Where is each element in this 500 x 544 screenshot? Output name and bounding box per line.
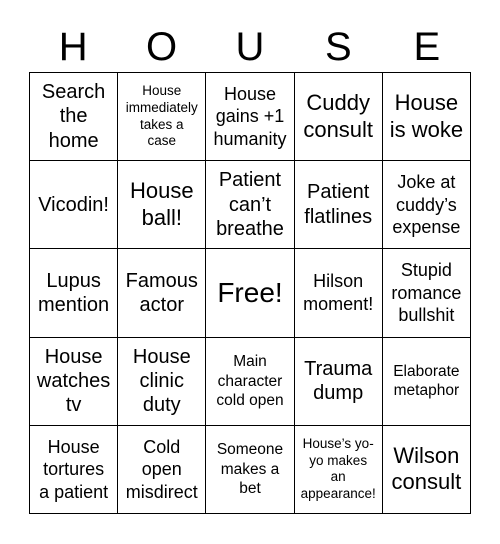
bingo-cell[interactable] xyxy=(295,338,383,426)
header-letter-o: O xyxy=(146,25,178,69)
bingo-cell[interactable] xyxy=(30,161,118,249)
bingo-cell-label: Vicodin! xyxy=(38,193,109,216)
bingo-cell-label: House gains +1 humanity xyxy=(213,83,287,149)
bingo-cell[interactable] xyxy=(295,161,383,249)
bingo-header xyxy=(29,22,471,72)
bingo-cell-label: Famous actor xyxy=(125,269,198,316)
bingo-cell[interactable] xyxy=(383,161,471,249)
bingo-cell[interactable] xyxy=(206,73,294,161)
bingo-cell-label: House ball! xyxy=(129,177,194,230)
bingo-cell[interactable] xyxy=(30,426,118,514)
bingo-cell-label: House clinic duty xyxy=(132,345,191,417)
bingo-cell-label: Cold open misdirect xyxy=(125,436,198,502)
bingo-cell-free[interactable] xyxy=(206,249,294,337)
bingo-cell[interactable] xyxy=(30,73,118,161)
bingo-cell[interactable] xyxy=(383,249,471,337)
bingo-cell[interactable] xyxy=(118,249,206,337)
bingo-cell[interactable] xyxy=(30,249,118,337)
bingo-cell-label: House immediately takes a case xyxy=(125,82,198,149)
header-letter-s: S xyxy=(325,25,352,69)
bingo-cell-label: Search the home xyxy=(41,81,106,152)
bingo-cell-label: Someone makes a bet xyxy=(216,441,284,498)
bingo-cell[interactable] xyxy=(383,426,471,514)
bingo-cell-label: House tortures a patient xyxy=(39,436,109,502)
bingo-cell-label: Joke at cuddy’s expense xyxy=(392,172,461,238)
bingo-cell-label: Cuddy consult xyxy=(303,89,374,142)
bingo-cell-label: Elaborate metaphor xyxy=(393,362,460,400)
header-letter-e: E xyxy=(413,25,441,69)
bingo-grid xyxy=(29,72,471,514)
bingo-cell[interactable] xyxy=(206,426,294,514)
bingo-cell[interactable] xyxy=(118,161,206,249)
bingo-cell-label: Wilson consult xyxy=(391,442,462,495)
header-letter-u: U xyxy=(235,25,265,69)
bingo-cell-label: Main character cold open xyxy=(216,353,284,409)
bingo-cell[interactable] xyxy=(118,73,206,161)
bingo-cell[interactable] xyxy=(383,73,471,161)
bingo-cell[interactable] xyxy=(206,161,294,249)
bingo-cell-label: Trauma dump xyxy=(304,357,373,405)
bingo-cell-label: House’s yo- yo makes an appearance! xyxy=(300,435,376,502)
bingo-cell[interactable] xyxy=(30,338,118,426)
bingo-cell[interactable] xyxy=(206,338,294,426)
bingo-cell-label: Hilson moment! xyxy=(303,271,374,314)
header-letter-h: H xyxy=(58,25,88,69)
bingo-cell-label: Patient can’t breathe xyxy=(216,169,284,240)
bingo-cell[interactable] xyxy=(295,426,383,514)
bingo-cell-label: Free! xyxy=(217,277,283,309)
bingo-cell-label: House watches tv xyxy=(36,345,111,417)
bingo-cell[interactable] xyxy=(118,426,206,514)
bingo-cell-label: Lupus mention xyxy=(38,269,110,316)
bingo-cell[interactable] xyxy=(118,338,206,426)
bingo-cell-label: Stupid romance bullshit xyxy=(391,260,462,326)
bingo-cell[interactable] xyxy=(295,249,383,337)
bingo-cell-label: Patient flatlines xyxy=(304,181,373,228)
bingo-cell[interactable] xyxy=(295,73,383,161)
bingo-cell-label: House is woke xyxy=(389,89,464,142)
bingo-cell[interactable] xyxy=(383,338,471,426)
